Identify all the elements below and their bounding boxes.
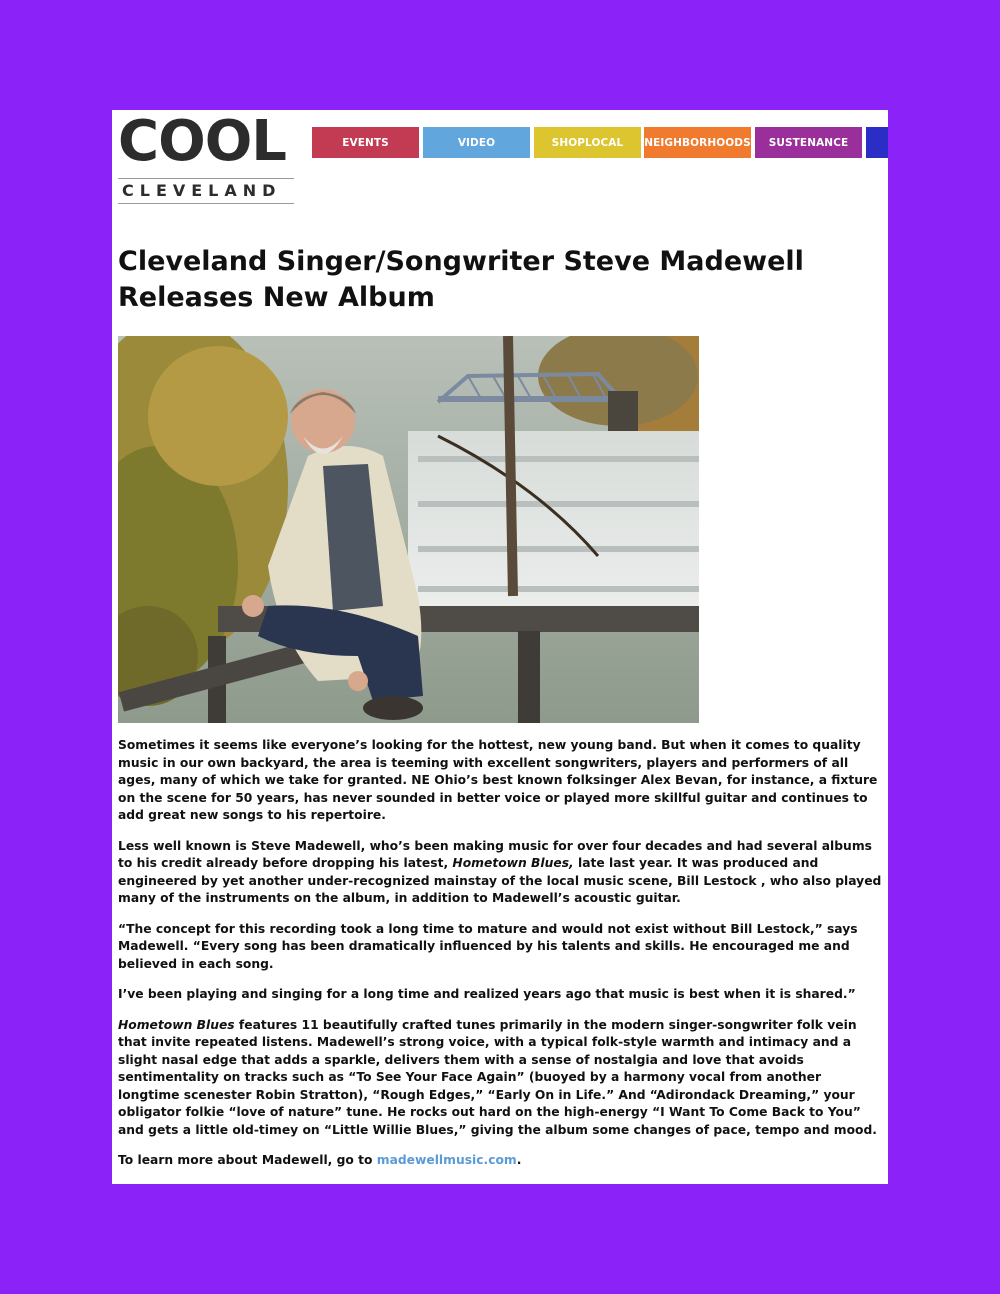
paragraph-5 xyxy=(118,1017,882,1140)
nav-shoplocal[interactable]: SHOPLOCAL xyxy=(534,127,641,158)
album-title-italic: Hometown Blues, xyxy=(452,856,574,870)
article-photo xyxy=(118,336,699,723)
madewellmusic-link[interactable]: madewellmusic.com xyxy=(376,1153,517,1167)
paragraph-2 xyxy=(118,838,882,908)
paragraph-2-text-b: late last year. It was produced and engineered by yet another under-recognized mainstay of the local music scene, Bill Lestock , who also played many of the instruments on the album, in addition to Madewell’s acoustic guitar. xyxy=(118,856,882,905)
nav-sustenance[interactable]: SUSTENANCE xyxy=(755,127,862,158)
album-title-italic-2: Hometown Blues xyxy=(118,1017,235,1032)
paragraph-2-text-a: Less well known is Steve Madewell, who’s been making music for over four decades and had several albums to his credit already before dropping his latest, xyxy=(118,838,872,870)
paragraph-3: “The concept for this recording took a long time to mature and would not exist without Bill Lestock,” says Madewell. “Every song has been dramatically influenced by his talents and skills. He encouraged me and believed in each song. xyxy=(118,921,858,971)
nav-more[interactable] xyxy=(866,127,888,158)
nav-neighborhoods[interactable]: NEIGHBORHOODS xyxy=(644,127,751,158)
main-navigation xyxy=(312,127,888,158)
paragraph-5-text: features 11 beautifully crafted tunes primarily in the modern singer-songwriter folk vein that invite repeated listens. Madewell’s strong voice, with a typical folk-style warmth and intimacy and a slight nasal edge that adds a sparkle, delivers them with a sense of nostalgia and love that avoids sentimentality on tracks such as “To See Your Face Again” (buoyed by a harmony vocal from another longtime scenester Robin Stratton), “Rough Edges,” “Early On in Life.” And “Adirondack Dreaming,” your obligator folkie “love of nature” tune. He rocks out hard on the high-energy “I Want To Come Back to You” and gets a little old-timey on “Little Willie Blues,” giving the album some changes of pace, tempo and mood. xyxy=(118,1017,877,1137)
nav-events[interactable]: EVENTS xyxy=(312,127,419,158)
article-page xyxy=(112,110,888,1184)
paragraph-6-text: To learn more about Madewell, go to xyxy=(118,1153,377,1167)
paragraph-1: Sometimes it seems like everyone’s looking for the hottest, new young band. But when it comes to quality music in our own backyard, the area is teeming with excellent songwriters, players and performers of all ages, many of which we take for granted. NE Ohio’s best known folksinger Alex Bevan, for instance, a fixture on the scene for 50 years, has never sounded in better voice or played more skillful guitar and continues to add great new songs to his repertoire. xyxy=(118,738,878,822)
paragraph-4: I’ve been playing and singing for a long time and realized years ago that music is best when it is shared.” xyxy=(118,987,856,1001)
nav-video[interactable]: VIDEO xyxy=(423,127,530,158)
article-title: Cleveland Singer/Songwriter Steve Madewell Releases New Album xyxy=(118,246,804,313)
cool-cleveland-logo[interactable] xyxy=(118,110,298,206)
article-body xyxy=(118,737,882,1183)
logo-subtitle: CLEVELAND xyxy=(118,178,294,204)
logo-wordmark: COOL xyxy=(118,110,286,174)
paragraph-6-period: . xyxy=(516,1153,522,1167)
paragraph-6 xyxy=(118,1152,882,1170)
